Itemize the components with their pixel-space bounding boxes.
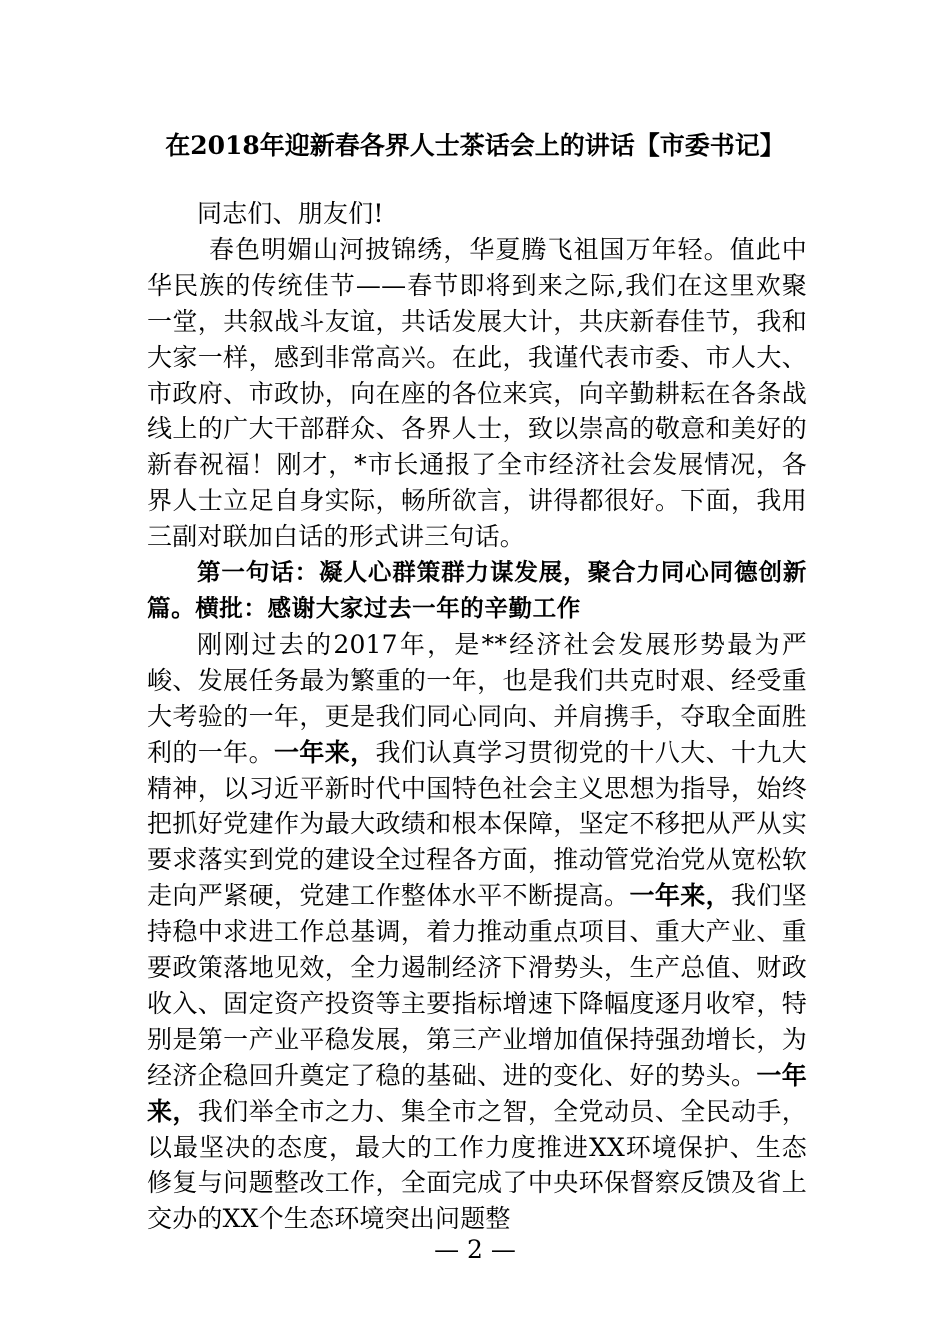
paragraph-text: 我们举全市之力、集全市之智，全党动员、全民动手，以最坚决的态度，最大的工作力度推进XX环境保护、生态修复与问题整改工作，全面完成了中央环保督察反馈及省上交办的XX个生态环境突出问题整 [147,1096,807,1234]
paragraph-opening: 春色明媚山河披锦绣，华夏腾飞祖国万年轻。值此中华民族的传统佳节——春节即将到来之际,我们在这里欢聚一堂，共叙战斗友谊，共话发展大计，共庆新春佳节，我和大家一样，感到非常高兴。在此，我谨代表市委、市人大、市政府、市政协，向在座的各位来宾，向辛勤耕耘在各条战线上的广大干部群众、各界人士，致以崇高的敬意和美好的新春祝福！刚才，*市长通报了全市经济社会发展情况，各界人士立足自身实际，畅所欲言，讲得都很好。下面，我用三副对联加白话的形式讲三句话。 [147,234,807,552]
paragraph-review [147,627,807,1237]
paragraph-text: 刚刚过去的2017年，是**经济社会发展形势最为严峻、发展任务最为繁重的一年，也是我们共克时艰、经受重大考验的一年，更是我们同心同向、并肩携手，夺取全面胜利的一年。 [147,629,807,767]
page-title: 在2018年迎新春各界人士茶话会上的讲话【市委书记】 [165,131,785,160]
paragraph-text: 我们认真学习贯彻党的十八大、十九大精神，以习近平新时代中国特色社会主义思想为指导，始终把抓好党建作为最大政绩和根本保障，坚定不移把从严从实要求落实到党的建设全过程各方面，推动管党治党从宽松软走向严紧硬，党建工作整体水平不断提高。 [147,737,807,911]
keyword-bold: 一年来， [147,1060,807,1126]
paragraph-text: 我们坚持稳中求进工作总基调，着力推动重点项目、重大产业、重要政策落地见效，全力遏制经济下滑势头，生产总值、财政收入、固定资产投资等主要指标增速下降幅度逐月收窄，特别是第一产业平稳发展，第三产业增加值保持强劲增长，为经济企稳回升奠定了稳的基础、进的变化、好的势头。 [147,881,807,1090]
salutation: 同志们、朋友们! [197,199,384,228]
keyword-bold: 一年来， [273,737,376,767]
page-number: — 2 — [434,1235,516,1264]
keyword-bold: 一年来， [629,881,732,911]
document-body [147,196,807,1237]
section-heading-1: 第一句话：凝人心群策群力谋发展，聚合力同心同德创新篇。横批：感谢大家过去一年的辛勤工作 [147,558,807,622]
